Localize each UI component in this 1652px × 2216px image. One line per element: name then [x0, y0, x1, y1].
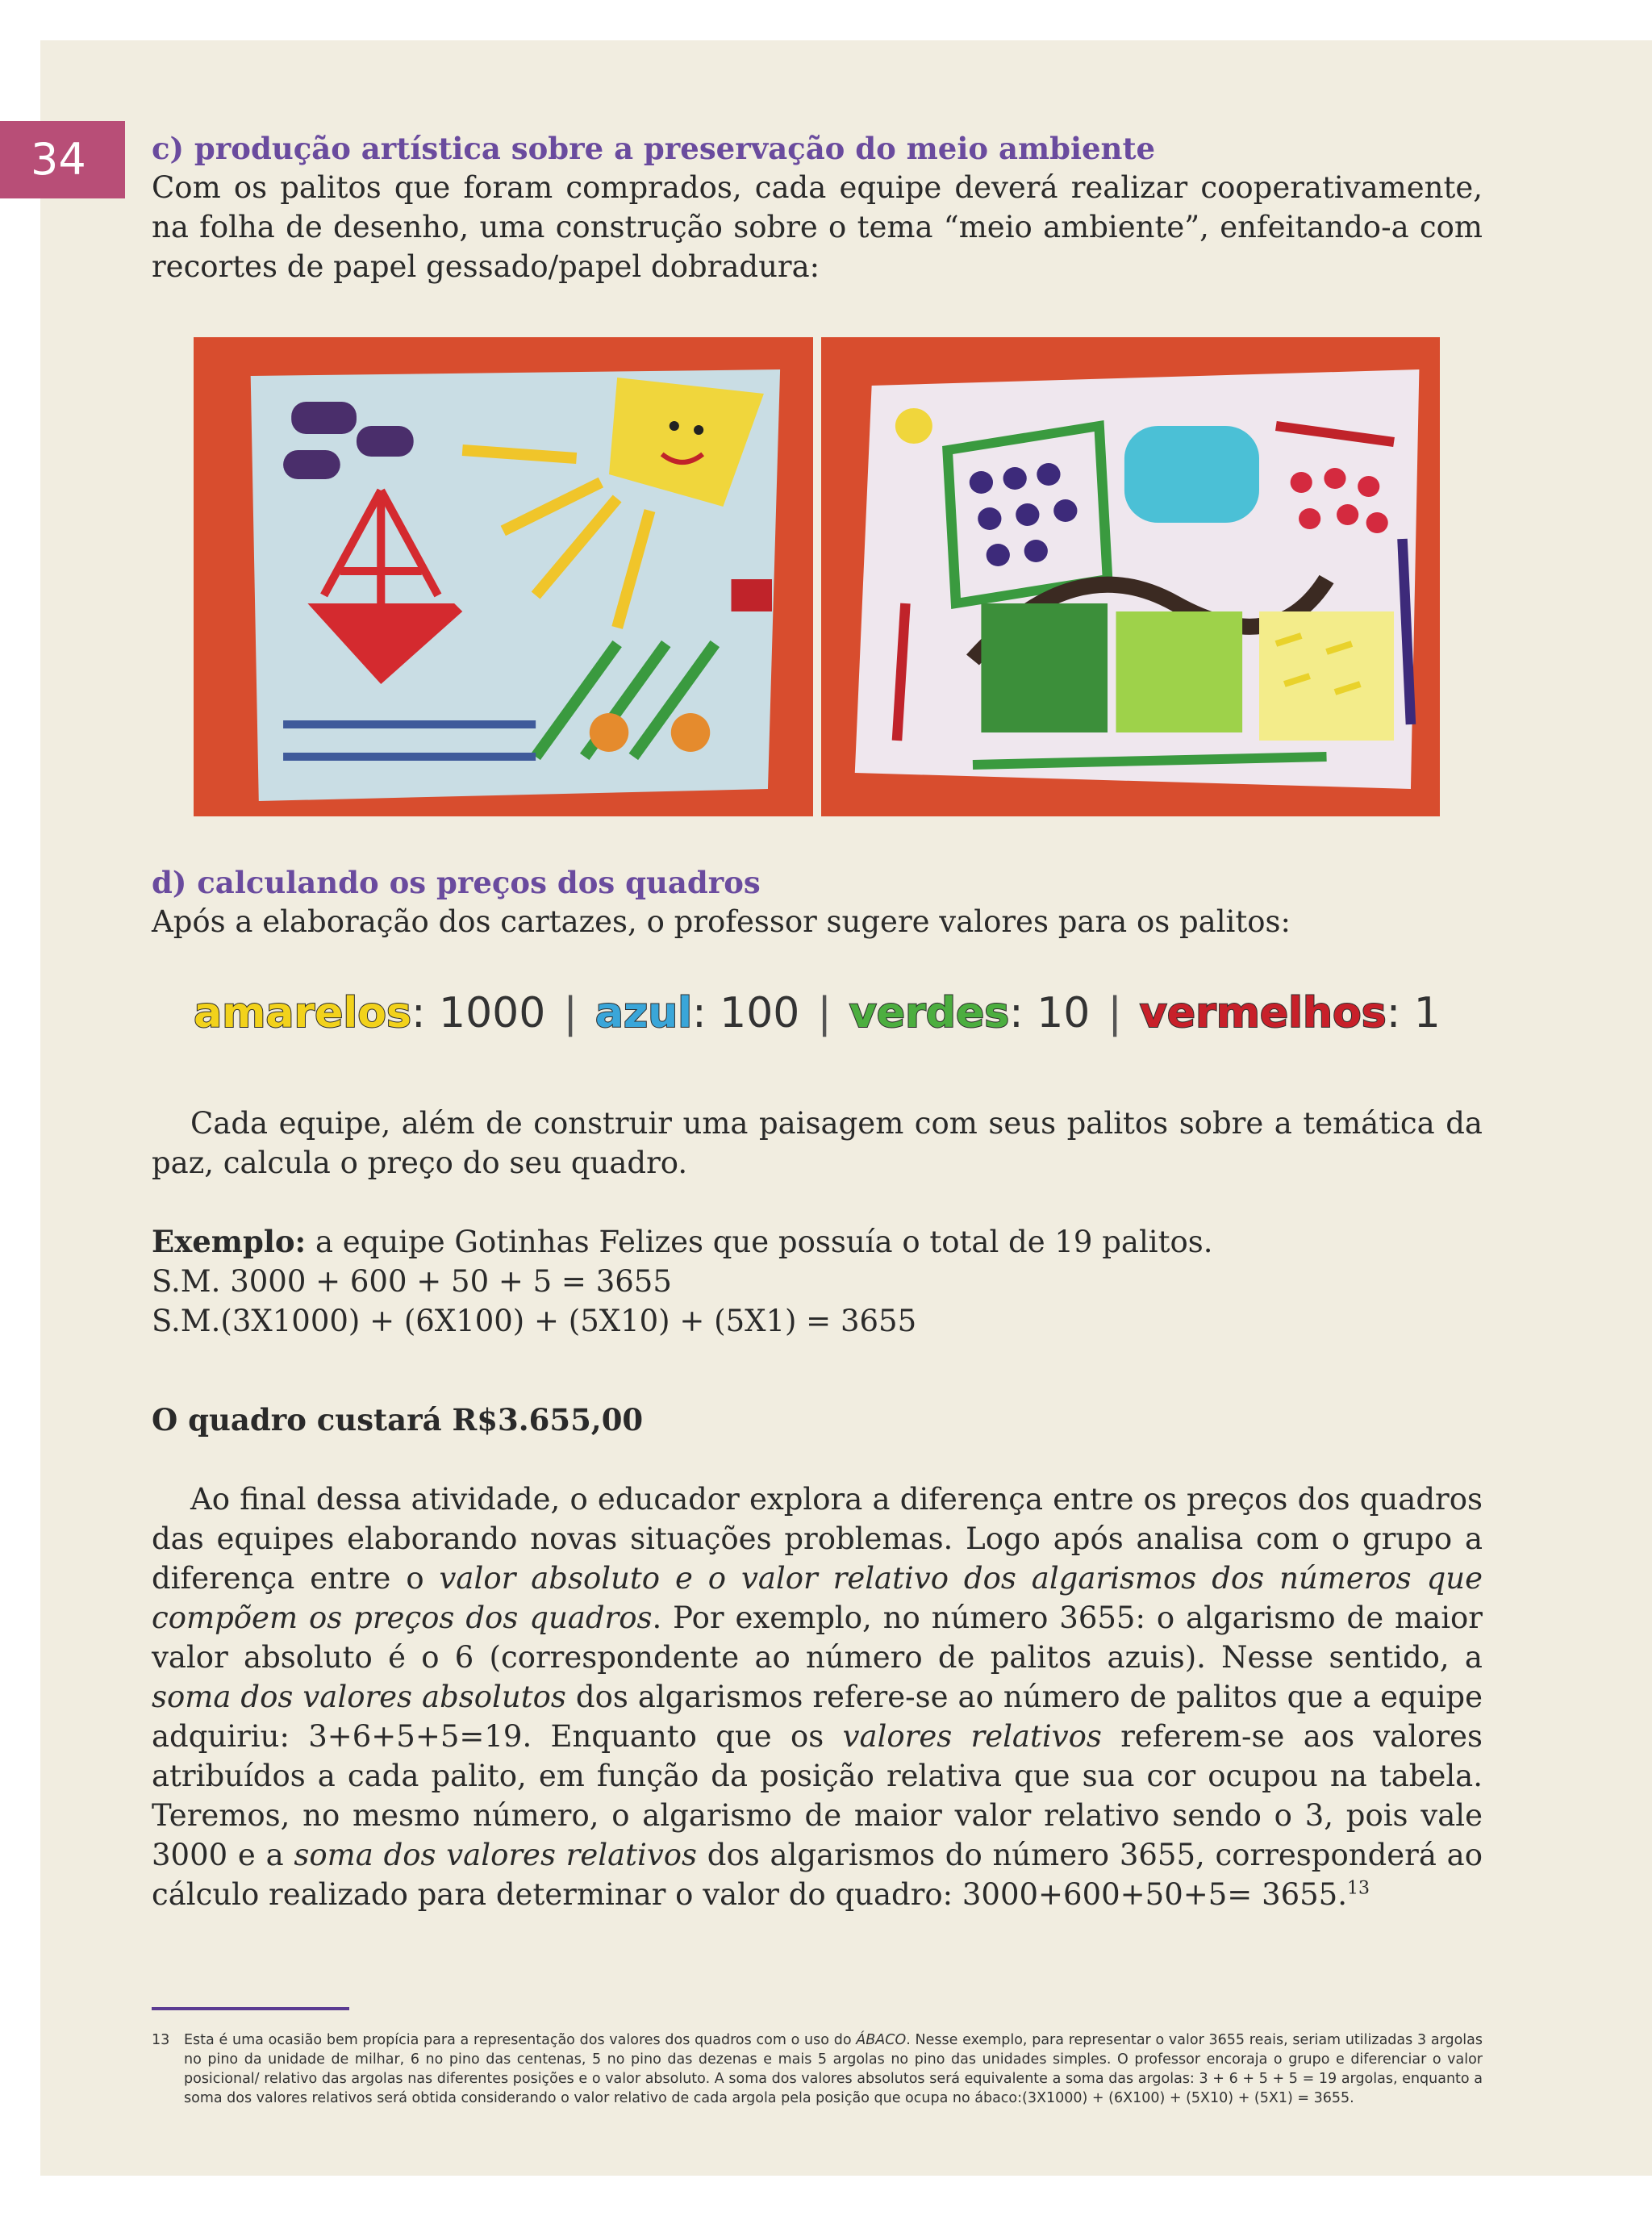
example-line — [152, 1222, 1483, 1262]
value-label-amarelos: amarelos — [194, 989, 411, 1037]
price-statement — [152, 1400, 1483, 1440]
section-d-intro: Após a elaboração dos cartazes, o professor sugere valores para os palitos: — [152, 904, 1291, 939]
footnote-reference[interactable]: 13 — [1347, 1878, 1370, 1899]
value-separator: | — [563, 989, 578, 1037]
footnote-text-1: Esta é uma ocasião bem propícia para a representação dos valores dos quadros com o uso do — [184, 2032, 857, 2048]
artwork-photos — [194, 337, 1440, 816]
final-text-1: Ao final dessa atividade, o educador explora a diferença entre os preços dos quadros das equipes elaborando novas situações problemas. Logo após analisa com o grupo a diferença entre o — [152, 1482, 1483, 1596]
page-number: 34 — [0, 121, 125, 198]
example-sum-line: S.M. 3000 + 600 + 50 + 5 = 3655 — [152, 1264, 672, 1299]
landscape-artwork-illustration — [821, 337, 1441, 816]
value-vermelhos: : 1 — [1386, 989, 1441, 1037]
value-label-vermelhos: vermelhos — [1139, 989, 1387, 1037]
final-text-2: . Por exemplo, no número 3655: o algarismo de maior valor absoluto é o 6 (correspondente ao número de palitos azuis). Nesse sentido, a — [152, 1600, 1483, 1675]
section-c-paragraph: Com os palitos que foram comprados, cada equipe deverá realizar cooperativamente, na folha de desenho, uma construção sobre o tema “meio ambiente”, enfeitando-a com recortes de papel gessado/papel dobradura: — [152, 170, 1483, 284]
value-verdes: : 10 — [1009, 989, 1091, 1037]
final-italic-2: soma dos valores absolutos — [152, 1680, 566, 1714]
final-italic-4: soma dos valores relativos — [294, 1838, 698, 1872]
example-text: a equipe Gotinhas Felizes que possuía o total de 19 palitos. — [306, 1225, 1213, 1259]
footnote-text — [184, 2030, 1483, 2108]
example-label: Exemplo: — [152, 1224, 307, 1259]
value-amarelos: : 1000 — [411, 989, 546, 1037]
value-separator: | — [817, 989, 832, 1037]
example-product-line: S.M.(3X1000) + (6X100) + (5X10) + (5X1) = 3655 — [152, 1304, 917, 1338]
footnote-text-2: . Nesse exemplo, para representar o valor 3655 reais, seriam utilizadas 3 argolas no pino da unidade de milhar, 6 no pino das centenas, 5 no pino das dezenas e mais 5 argolas no pino das unidades simples. O professor encoraja o grupo e diferenciar o valor posicional/ relativo das argolas nas diferentes posições e o valor absoluto. A soma dos valores absolutos será equivalente a soma das argolas: 3 + 6 + 5 + 5 = 19 argolas, enquanto a soma dos valores relativos será obtida considerando o valor relativo de cada argola pela posição que ocupa no ábaco:(3X1000) + (6X100) + (5X10) + (5X1) = 3655. — [184, 2032, 1483, 2106]
artwork-photo-sailboat — [194, 337, 813, 816]
final-italic-1: valor absoluto e o valor relativo dos algarismos dos números que compõem os preços dos quadros — [152, 1561, 1483, 1635]
stick-values-line — [152, 989, 1483, 1037]
final-italic-3: valores relativos — [842, 1719, 1102, 1754]
section-d — [152, 863, 1483, 941]
value-separator: | — [1108, 989, 1122, 1037]
final-paragraph — [152, 1479, 1483, 1914]
section-c — [152, 129, 1483, 286]
value-label-azul: azul — [594, 989, 693, 1037]
artwork-photo-landscape — [821, 337, 1441, 816]
footnote-number: 13 — [152, 2032, 170, 2048]
final-text-4: referem-se aos valores atribuídos a cada palito, em função da posição relativa que sua cor ocupou na tabela. Teremos, no mesmo número, o algarismo de maior valor relativo sendo o 3, pois vale 3000 e a — [152, 1719, 1483, 1872]
sailboat-artwork-illustration — [194, 337, 813, 816]
body-text — [152, 1104, 1483, 1914]
section-c-heading: c) produção artística sobre a preservação do meio ambiente — [152, 131, 1156, 166]
value-azul: : 100 — [692, 989, 800, 1037]
team-paragraph: Cada equipe, além de construir uma paisagem com seus palitos sobre a temática da paz, calcula o preço do seu quadro. — [152, 1106, 1483, 1180]
footnote — [152, 2030, 1483, 2108]
footnote-divider — [152, 2007, 349, 2010]
price-statement-text: O quadro custará R$3.655,00 — [152, 1402, 644, 1438]
final-text-5: dos algarismos do número 3655, corresponderá ao cálculo realizado para determinar o valor do quadro: 3000+600+50+5= 3655. — [152, 1838, 1483, 1912]
section-d-heading: d) calculando os preços dos quadros — [152, 865, 761, 900]
value-label-verdes: verdes — [849, 989, 1010, 1037]
final-text-3: dos algarismos refere-se ao número de palitos que a equipe adquiriu: 3+6+5+5=19. Enquanto que os — [152, 1680, 1483, 1754]
footnote-italic: ÁBACO — [856, 2032, 907, 2048]
